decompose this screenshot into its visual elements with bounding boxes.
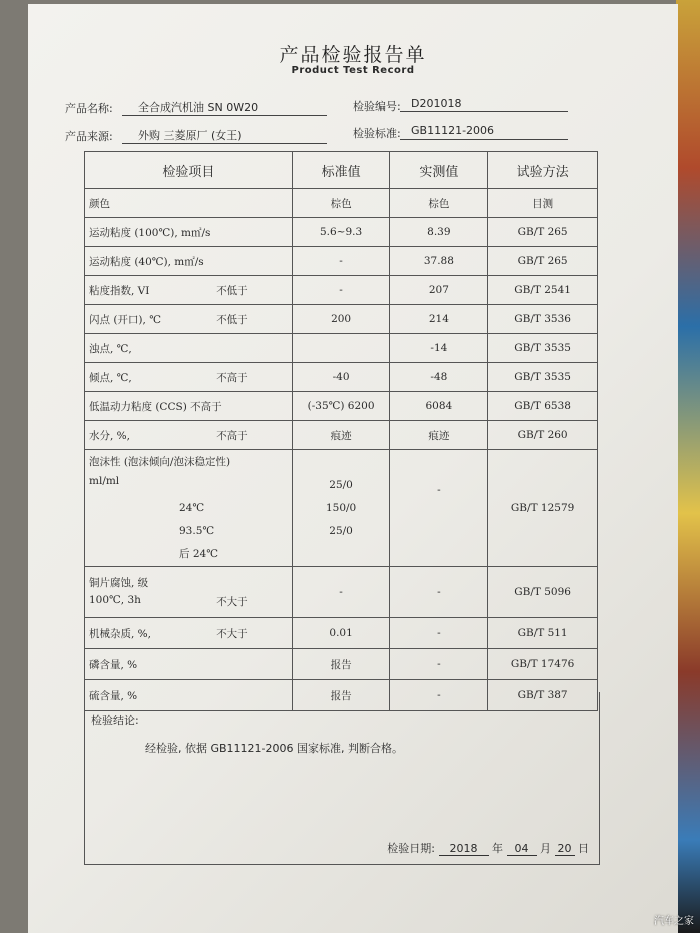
conclusion-label: 检验结论: bbox=[91, 714, 139, 727]
test-standard-underline bbox=[400, 139, 568, 140]
test-standard-label: 检验标准: bbox=[353, 127, 401, 140]
row-measured: 6084 bbox=[390, 392, 488, 421]
row-method: GB/T 17476 bbox=[488, 649, 598, 680]
copper-item: 铜片腐蚀, 级 bbox=[89, 577, 149, 589]
table-row bbox=[85, 305, 598, 334]
row-standard: 报告 bbox=[292, 649, 390, 680]
row-method: GB/T 3535 bbox=[488, 363, 598, 392]
row-measured: 棕色 bbox=[390, 189, 488, 218]
row-standard bbox=[292, 334, 390, 363]
table-row bbox=[85, 189, 598, 218]
row-standard: 200 bbox=[292, 305, 390, 334]
row-method: GB/T 387 bbox=[488, 680, 598, 711]
report-title: 产品检验报告单 bbox=[279, 44, 427, 66]
row-method: GB/T 3536 bbox=[488, 305, 598, 334]
row-measured: - bbox=[390, 618, 488, 649]
product-source-value: 外购 三菱原厂 (女王) bbox=[138, 129, 242, 142]
foam-unit: ml/ml bbox=[89, 475, 120, 487]
test-number-label: 检验编号: bbox=[353, 100, 401, 113]
foam-std-3: 25/0 bbox=[329, 524, 353, 537]
product-source-underline bbox=[122, 143, 327, 144]
row-measured: -14 bbox=[390, 334, 488, 363]
row-method: 目测 bbox=[488, 189, 598, 218]
table-row bbox=[85, 392, 598, 421]
header-method: 试验方法 bbox=[488, 152, 598, 189]
foam-std-1: 25/0 bbox=[329, 478, 353, 491]
row-standard: 棕色 bbox=[292, 189, 390, 218]
header-item: 检验项目 bbox=[85, 152, 293, 189]
row-item: 水分, %, bbox=[89, 429, 130, 442]
foam-temp-1: 24℃ bbox=[179, 502, 205, 514]
product-source-label: 产品来源: bbox=[65, 130, 113, 143]
row-method: GB/T 6538 bbox=[488, 392, 598, 421]
table-row bbox=[85, 276, 598, 305]
test-date-day: 20 bbox=[555, 842, 575, 856]
row-measured: 214 bbox=[390, 305, 488, 334]
row-standard: 0.01 bbox=[292, 618, 390, 649]
row-item: 闪点 (开口), ℃ bbox=[89, 313, 161, 326]
foam-temp-3: 后 24℃ bbox=[179, 548, 218, 560]
row-method: GB/T 3535 bbox=[488, 334, 598, 363]
copper-condition: 100℃, 3h bbox=[89, 594, 141, 606]
row-limit: 不高于 bbox=[216, 429, 248, 442]
header-standard: 标准值 bbox=[292, 152, 390, 189]
row-item: 运动粘度 (100℃), m㎡/s bbox=[89, 226, 211, 239]
test-date-day-unit: 日 bbox=[578, 842, 589, 855]
test-date-month-unit: 月 bbox=[540, 842, 551, 855]
row-measured: - bbox=[390, 649, 488, 680]
header-measured: 实测值 bbox=[390, 152, 488, 189]
copper-method: GB/T 5096 bbox=[488, 567, 598, 618]
row-standard: (-35℃) 6200 bbox=[292, 392, 390, 421]
table-row bbox=[85, 618, 598, 649]
table-row bbox=[85, 247, 598, 276]
row-item: 低温动力粘度 (CCS) 不高于 bbox=[89, 400, 222, 413]
table-header-row bbox=[85, 152, 598, 189]
row-item: 浊点, ℃, bbox=[89, 342, 132, 355]
product-name-label: 产品名称: bbox=[65, 102, 113, 115]
test-number-value: D201018 bbox=[411, 97, 462, 110]
copper-row bbox=[85, 567, 598, 618]
conclusion-section bbox=[84, 692, 600, 865]
row-measured: 8.39 bbox=[390, 218, 488, 247]
copper-standard: - bbox=[292, 567, 390, 618]
row-item: 机械杂质, %, bbox=[89, 627, 151, 640]
row-standard: 5.6~9.3 bbox=[292, 218, 390, 247]
row-method: GB/T 511 bbox=[488, 618, 598, 649]
copper-measured: - bbox=[390, 567, 488, 618]
test-date-month: 04 bbox=[507, 842, 537, 856]
test-standard-value: GB11121-2006 bbox=[411, 124, 495, 137]
row-limit: 不大于 bbox=[216, 627, 248, 640]
test-date-label: 检验日期: bbox=[387, 842, 435, 855]
row-measured: 痕迹 bbox=[390, 421, 488, 450]
table-row bbox=[85, 649, 598, 680]
table-row bbox=[85, 218, 598, 247]
row-item: 硫含量, % bbox=[89, 689, 138, 702]
row-item: 磷含量, % bbox=[89, 658, 138, 671]
row-method: GB/T 2541 bbox=[488, 276, 598, 305]
row-standard: 痕迹 bbox=[292, 421, 390, 450]
foam-row bbox=[85, 450, 598, 567]
row-standard: 报告 bbox=[292, 680, 390, 711]
conclusion-text: 经检验, 依据 GB11121-2006 国家标准, 判断合格。 bbox=[145, 742, 404, 755]
row-method: GB/T 265 bbox=[488, 247, 598, 276]
test-number-underline bbox=[400, 111, 568, 112]
row-item: 粘度指数, VI bbox=[89, 284, 150, 297]
row-measured: 37.88 bbox=[390, 247, 488, 276]
row-measured: - bbox=[390, 680, 488, 711]
row-item: 颜色 bbox=[89, 197, 110, 210]
table-row bbox=[85, 363, 598, 392]
copper-limit: 不大于 bbox=[216, 596, 248, 608]
test-date bbox=[387, 840, 589, 856]
row-limit: 不低于 bbox=[216, 284, 248, 297]
site-watermark: 汽车之家 bbox=[654, 916, 694, 927]
row-method: GB/T 265 bbox=[488, 218, 598, 247]
foam-measured: - bbox=[390, 450, 488, 567]
row-standard: - bbox=[292, 247, 390, 276]
row-limit: 不高于 bbox=[216, 371, 248, 384]
row-method: GB/T 260 bbox=[488, 421, 598, 450]
table-row bbox=[85, 334, 598, 363]
row-measured: -48 bbox=[390, 363, 488, 392]
foam-method: GB/T 12579 bbox=[488, 450, 598, 567]
row-standard: - bbox=[292, 276, 390, 305]
background-object bbox=[676, 0, 700, 933]
table-row bbox=[85, 421, 598, 450]
test-date-year: 2018 bbox=[439, 842, 489, 856]
report-title-english: Product Test Record bbox=[291, 65, 415, 76]
product-name-underline bbox=[122, 115, 327, 116]
foam-std-2: 150/0 bbox=[325, 501, 357, 514]
results-table bbox=[84, 151, 598, 711]
row-limit: 不低于 bbox=[216, 313, 248, 326]
product-name-value: 全合成汽机油 SN 0W20 bbox=[138, 101, 259, 114]
report-sheet bbox=[28, 4, 678, 933]
foam-temp-2: 93.5℃ bbox=[179, 525, 215, 537]
row-item: 倾点, ℃, bbox=[89, 371, 132, 384]
test-date-year-unit: 年 bbox=[492, 842, 503, 855]
row-measured: 207 bbox=[390, 276, 488, 305]
foam-item: 泡沫性 (泡沫倾向/泡沫稳定性) bbox=[89, 456, 231, 468]
row-item: 运动粘度 (40℃), m㎡/s bbox=[89, 255, 204, 268]
row-standard: -40 bbox=[292, 363, 390, 392]
